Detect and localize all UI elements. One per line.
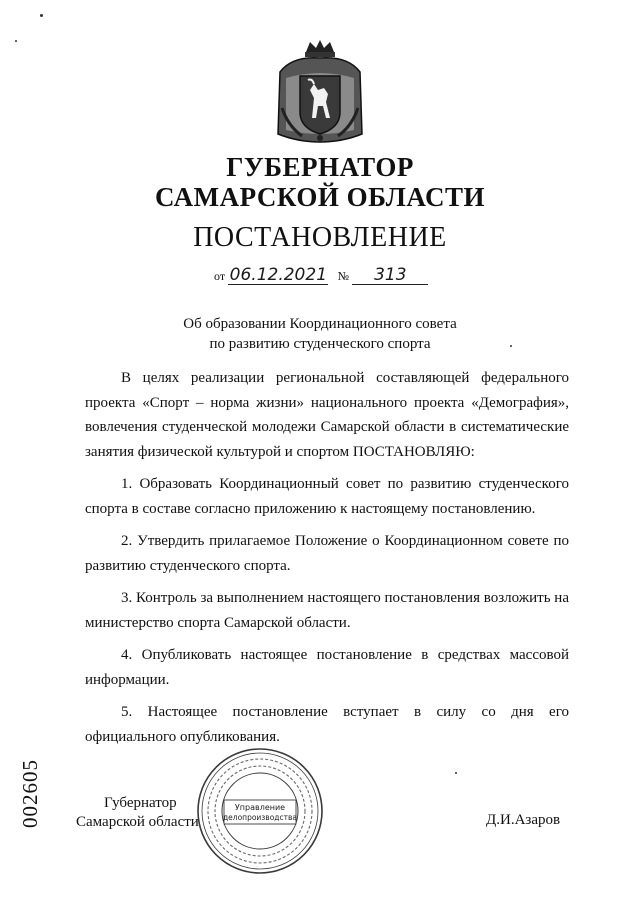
scan-speck xyxy=(40,14,43,17)
list-item: 3. Контроль за выполнением настоящего постановления возложить на министерство спорта Самарской области. xyxy=(85,590,569,631)
issuer-title-line1: ГУБЕРНАТОР xyxy=(226,152,414,182)
coat-of-arms-icon xyxy=(272,38,368,146)
subject-line1: Об образовании Координационного совета xyxy=(183,316,457,332)
signatory-title-line1: Губернатор xyxy=(104,795,177,811)
date-number-line xyxy=(214,266,428,285)
signatory-title xyxy=(76,794,199,832)
document-type: ПОСТАНОВЛЕНИЕ xyxy=(193,222,447,253)
subject-line2: по развитию студенческого спорта xyxy=(209,336,431,352)
date-label: от xyxy=(214,269,226,283)
list-item: 4. Опубликовать настоящее постановление в средствах массовой информации. xyxy=(85,647,569,688)
preamble-paragraph: В целях реализации региональной составляющей федерального проекта «Спорт – норма жизни» национального проекта «Демография», вовлечения студенческой молодежи Самарской области в систематические занятия физической культурой и спортом ПОСТАНОВЛЯЮ: xyxy=(85,370,569,460)
document-subject xyxy=(0,314,640,354)
registration-number: 002605 xyxy=(18,759,42,828)
list-item: 2. Утвердить прилагаемое Положение о Координационном совете по развитию студенческого спорта. xyxy=(85,533,569,574)
number-label: № xyxy=(337,269,350,283)
document-date: 06.12.2021 xyxy=(229,265,328,285)
document-body xyxy=(85,366,569,757)
seal-text-line2: делопроизводства xyxy=(222,813,298,822)
list-item: 5. Настоящее постановление вступает в силу со дня его официального опубликования. xyxy=(85,704,569,745)
scan-speck xyxy=(510,345,512,347)
issuer-title-line2: САМАРСКОЙ ОБЛАСТИ xyxy=(154,182,486,212)
document-number: 313 xyxy=(352,266,428,285)
seal-text-line1: Управление xyxy=(234,803,286,812)
signatory-name: Д.И.Азаров xyxy=(486,812,561,828)
list-item: 1. Образовать Координационный совет по развитию студенческого спорта в составе согласно приложению к настоящему постановлению. xyxy=(85,476,569,517)
scan-speck xyxy=(455,772,457,774)
official-seal-icon xyxy=(195,746,325,876)
signatory-title-line2: Самарской области xyxy=(76,814,199,830)
scan-speck xyxy=(15,40,17,42)
